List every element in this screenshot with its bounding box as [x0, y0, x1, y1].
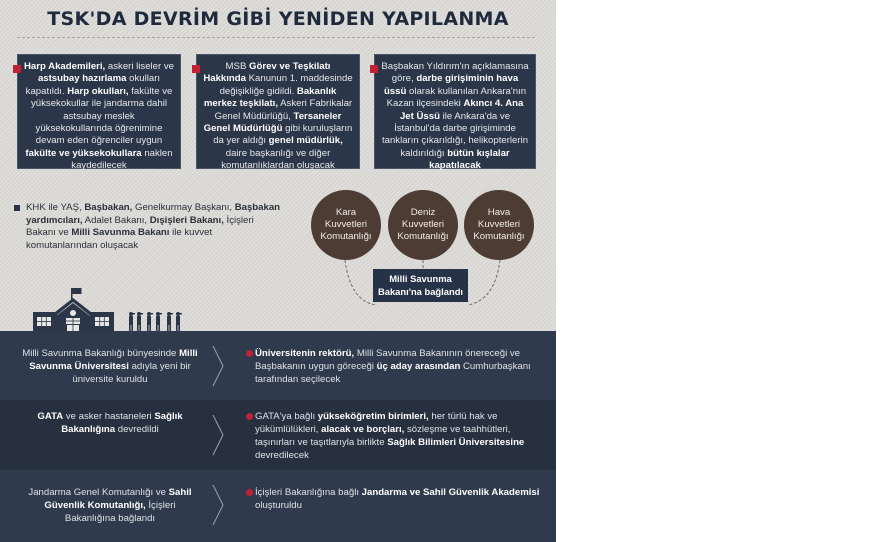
circle-land-forces: Kara Kuvvetleri Komutanlığı: [311, 190, 381, 260]
info-box-text: MSB Görev ve Teşkilatı Hakkında Kanunun 1. maddesinde değişikliğe gidildi. Bakanlık merkez teşkilatı, Askeri Fabrikalar Genel Müdürlüğü, Tersaneler Genel Müdürlüğü gibi kuruluşların da yer aldığı genel müdürlük, daire başkanlığı ve diğer komutanlıklardan oluşacak: [203, 61, 353, 172]
title-divider: [17, 37, 535, 38]
red-square-bullet-icon: [370, 65, 378, 73]
square-bullet-icon: [14, 205, 20, 211]
circle-naval-forces: Deniz Kuvvetleri Komutanlığı: [388, 190, 458, 260]
band-right-text: Üniversitenin rektörü, Milli Savunma Bakanının önereceği ve Başbakanın uygun göreceği üç aday arasından Cumhurbaşkanı tarafından seçilecek: [255, 347, 545, 386]
info-box-msb-law: [196, 54, 360, 172]
band-defense-university: [0, 331, 556, 400]
info-box-academies: [17, 54, 181, 172]
band-right-text: İçişleri Bakanlığına bağlı Jandarma ve Sahil Güvenlik Akademisi oluşturuldu: [255, 486, 545, 512]
chevron-right-icon: [210, 484, 226, 526]
red-dot-bullet-icon: [246, 413, 253, 420]
info-box-text: Başbakan Yıldırım'ın açıklamasına göre, darbe girişiminin hava üssü olarak kullanılan Ankara'nın Kazan ilçesindeki Akıncı 4. Ana Jet Üssü ile Ankara'da ve İstanbul'da darbe girişiminde tankların çıkarıldığı, helikopterlerin kaldırıldığı bütün kışlalar kapatılacak: [381, 61, 529, 172]
page-title: TSK'DA DEVRİM GİBİ YENİDEN YAPILANMA: [47, 8, 509, 30]
band-left-text: GATA ve asker hastaneleri Sağlık Bakanlığına devredildi: [37, 411, 183, 435]
band-gata: [0, 400, 556, 470]
red-dot-bullet-icon: [246, 489, 253, 496]
chevron-right-icon: [210, 414, 226, 456]
chevron-right-icon: [210, 345, 226, 387]
red-square-bullet-icon: [192, 65, 200, 73]
khk-text: KHK ile YAŞ, Başbakan, Genelkurmay Başkanı, Başbakan yardımcıları, Adalet Bakanı, Dışişleri Bakanı, İçişleri Bakanı ve Milli Savunma Bakanı ile kuvvet komutanlarından oluşacak: [26, 202, 281, 251]
band-right-text: GATA'ya bağlı yükseköğretim birimleri, her türlü hak ve yükümlülükleri, alacak ve borçları, sözleşme ve taahhütleri, taşınırları ve taşıtlarıyla birlikte Sağlık Bilimleri Üniversitesine devredilecek: [255, 410, 545, 462]
red-dot-bullet-icon: [246, 350, 253, 357]
red-square-bullet-icon: [13, 65, 21, 73]
band-left-text: Milli Savunma Bakanlığı bünyesinde Milli Savunma Üniversitesi adıyla yeni bir üniversite kuruldu: [22, 348, 198, 385]
info-box-barracks: [374, 54, 536, 172]
info-box-text: Harp Akademileri, askeri liseler ve astsubay hazırlama okulları kapatıldı. Harp okulları, fakülte ve yüksekokullar ile jandarma dahil astsubay meslek yüksekokullarında öğrenimine devam eden öğrenciler uygun fakülte ve yüksekokullara naklen kaydedilecek: [24, 61, 175, 172]
soldiers-saluting-icon: [129, 312, 182, 332]
khk-paragraph: [14, 202, 286, 252]
band-gendarmerie: [0, 470, 556, 542]
band-left-text: Jandarma Genel Komutanlığı ve Sahil Güvenlik Komutanlığı, İçişleri Bakanlığına bağlandı: [28, 487, 192, 524]
circle-air-forces: Hava Kuvvetleri Komutanlığı: [464, 190, 534, 260]
msb-link-box: Milli Savunma Bakanı'na bağlandı: [373, 269, 468, 302]
school-soldiers-illustration: [0, 270, 556, 332]
